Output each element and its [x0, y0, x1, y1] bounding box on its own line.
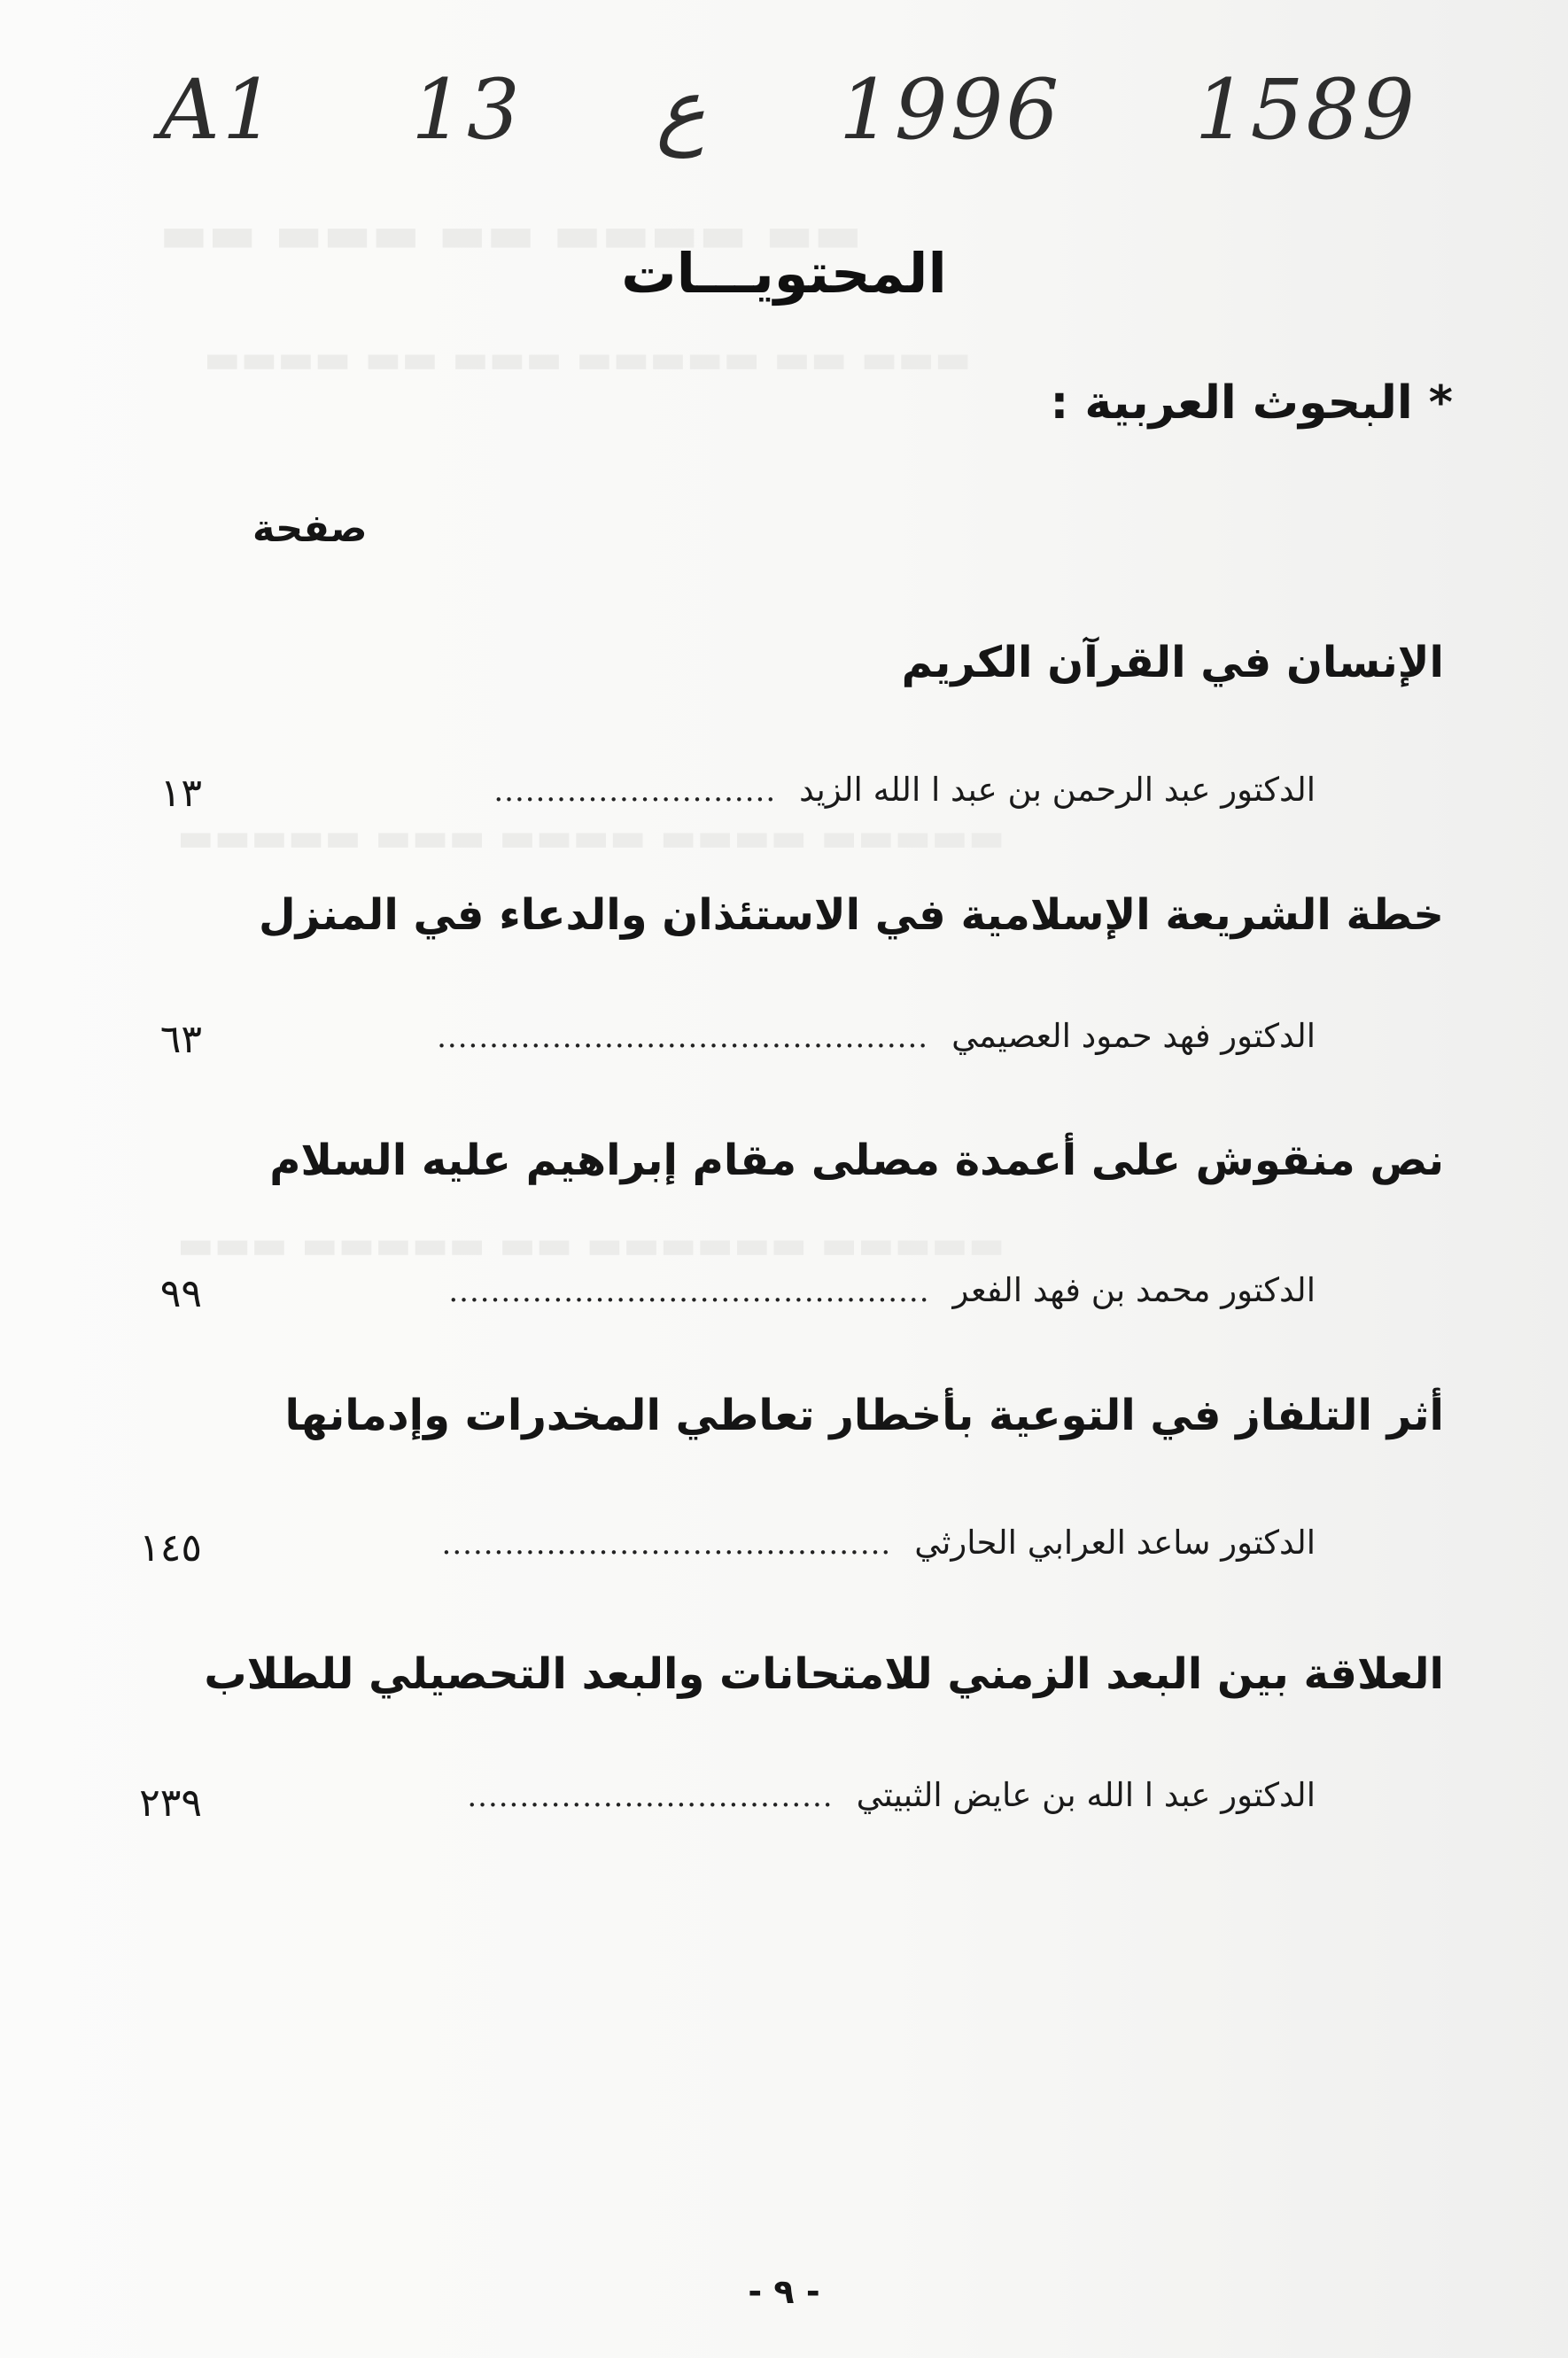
entry-author-line [467, 1776, 1316, 1814]
entry-page-number: ٩٩ [159, 1271, 202, 1316]
bleed-through-2: ▬▬▬▬ ▬▬ ▬▬▬ ▬▬▬▬▬ ▬▬ ▬▬▬ [204, 337, 972, 382]
leader-dots: ........................................... [441, 1526, 892, 1562]
entry-author-line [437, 1017, 1316, 1055]
entry-author: الدكتور محمد بن فهد الفعر [952, 1271, 1316, 1309]
entry-author: الدكتور عبد الرحمن بن عبد ا الله الزيد [799, 771, 1316, 809]
leader-dots: ................................... [467, 1779, 834, 1814]
entry-author: الدكتور عبد ا الله بن عايض الثبيتي [856, 1776, 1316, 1814]
entry-title: الإنسان في القرآن الكريم [901, 638, 1444, 687]
entry-title: نص منقوش على أعمدة مصلى مقام إبراهيم عليه السلام [269, 1136, 1444, 1185]
handwritten-note-2: 13 [411, 62, 523, 159]
leader-dots: ............................................... [437, 1020, 929, 1055]
page-column-label: صفحة [252, 507, 368, 551]
entry-page-number: ٢٣٩ [139, 1780, 202, 1826]
entry-author: الدكتور ساعد العرابي الحارثي [914, 1524, 1316, 1562]
section-heading: * البحوث العربية : [1050, 376, 1453, 430]
page-title: المحتويـــات [621, 241, 947, 306]
bleed-through-4: ▬▬▬ ▬▬▬▬▬ ▬▬ ▬▬▬▬▬▬ ▬▬▬▬▬ [177, 1222, 1005, 1268]
entry-author-line [493, 771, 1316, 809]
entry-title: خطة الشريعة الإسلامية في الاستئذان والدعاء في المنزل [259, 890, 1444, 940]
handwritten-note-1: A1 [159, 62, 278, 159]
bleed-through-1: ▬▬ ▬▬▬ ▬▬ ▬▬▬▬ ▬▬ [159, 204, 863, 264]
entry-author-line [442, 1524, 1316, 1562]
handwritten-note-5: 1589 [1194, 62, 1417, 159]
handwritten-note-4: 1996 [838, 62, 1062, 159]
leader-dots: ........................... [493, 773, 777, 809]
entry-page-number: ٦٣ [159, 1017, 202, 1062]
entry-title: العلاقة بين البعد الزمني للامتحانات والبعد التحصيلي للطلاب [204, 1649, 1444, 1699]
entry-author: الدكتور فهد حمود العصيمي [951, 1017, 1316, 1055]
entry-page-number: ١٣ [159, 771, 202, 816]
entry-author-line [448, 1271, 1316, 1309]
handwritten-annotation [159, 62, 1417, 159]
bleed-through-3: ▬▬▬▬▬ ▬▬▬ ▬▬▬▬ ▬▬▬▬ ▬▬▬▬▬ [177, 815, 1005, 860]
entry-title: أثر التلفاز في التوعية بأخطار تعاطي المخدرات وإدمانها [284, 1391, 1444, 1440]
handwritten-note-3: ع [656, 62, 706, 159]
footer-page-number: - ٩ - [748, 2272, 820, 2311]
entry-page-number: ١٤٥ [139, 1525, 202, 1571]
leader-dots: .............................................. [448, 1274, 930, 1309]
